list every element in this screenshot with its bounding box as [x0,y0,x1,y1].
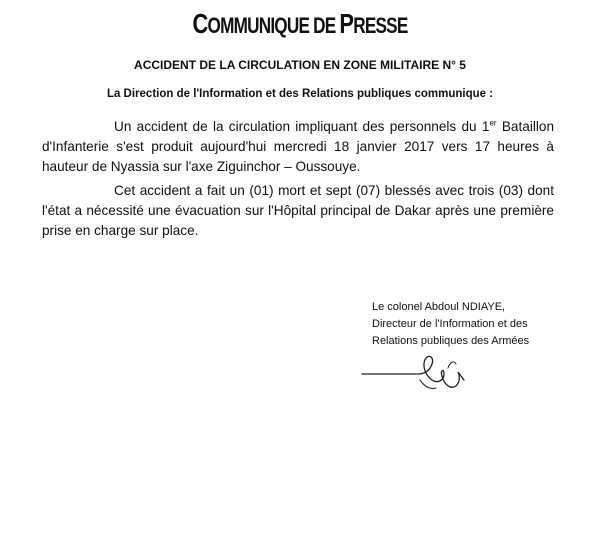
title-initial: C [192,8,208,39]
handwritten-signature [360,340,500,400]
title-word-presse: RESSE [353,13,408,38]
document-title [66,4,534,46]
signatory-name: Le colonel Abdoul NDIAYE, [372,301,506,313]
title-initial-p: P [339,8,354,39]
document-intro: La Direction de l'Information et des Relations publiques communique : [106,88,494,100]
paragraph1-superscript: er [489,118,497,128]
paragraph1-text-a: Un accident de la circulation impliquant des personnels du 1 [114,119,490,134]
signatory-title-line1: Directeur de l'Information et des [372,318,528,330]
signatory-title-line2: Relations publiques des Armées [372,335,530,347]
paragraph1-text-b: Bataillon d'Infanterie s'est produit aujourd'hui mercredi 18 janvier 2017 vers 17 heures à hauteur de Nyassia sur l'axe Ziguinchor – Oussouye. [42,119,554,174]
paragraph-accident-details [42,117,554,177]
document-subject: ACCIDENT DE LA CIRCULATION EN ZONE MILITAIRE N° 5 [134,58,466,72]
paragraph-casualties: Cet accident a fait un (01) mort et sept (07) blessés avec trois (03) dont l'état a nécessité une évacuation sur l'Hôpital principal de Dakar après une première prise en charge sur place. [42,183,554,238]
title-word-communique: OMMUNIQUE DE [207,13,340,38]
